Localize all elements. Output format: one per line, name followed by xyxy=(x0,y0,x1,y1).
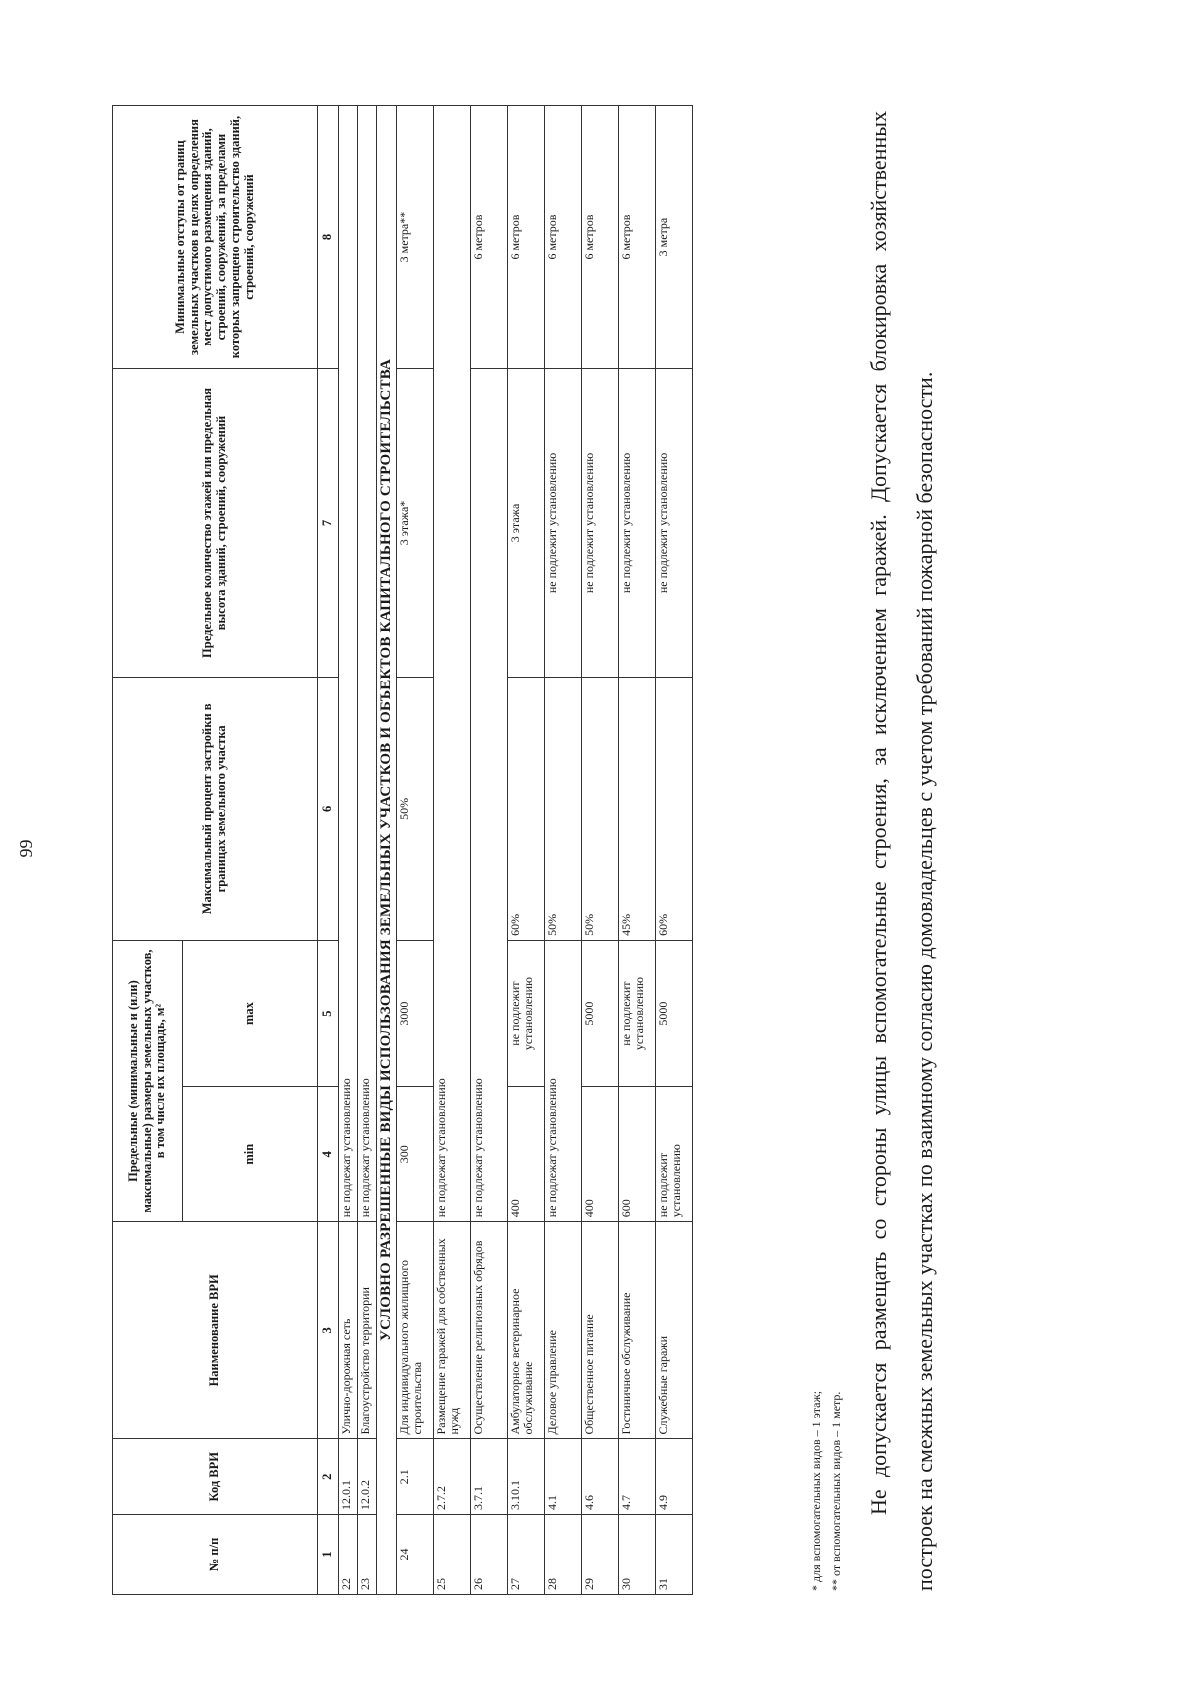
table-row xyxy=(618,106,655,1595)
cell-number: 31 xyxy=(655,1514,692,1594)
cell-setback: 6 метров xyxy=(544,106,581,369)
table-row xyxy=(655,106,692,1595)
header-number: № п/п xyxy=(113,1514,318,1594)
header-floors: Предельное количество этажей или предельная высота зданий, строений, сооружений xyxy=(113,369,318,678)
section-header-row xyxy=(377,106,397,1595)
column-number: 2 xyxy=(318,1439,339,1514)
header-max: max xyxy=(183,940,318,1086)
cell-min: 600 xyxy=(618,1087,655,1222)
cell-merged-value: не подлежат установлению xyxy=(339,106,358,1222)
cell-setback: 6 метров xyxy=(581,106,618,369)
cell-floors: не подлежит установлению xyxy=(544,369,581,678)
cell-number: 26 xyxy=(470,1514,507,1594)
cell-name: Для индивидуального жилищного строительства xyxy=(396,1222,433,1439)
cell-number: 23 xyxy=(358,1514,377,1594)
cell-setback: 6 метров xyxy=(507,106,544,369)
cell-code: 4.7 xyxy=(618,1439,655,1514)
footnotes xyxy=(806,1391,846,1591)
cell-code: 2.7.2 xyxy=(433,1439,470,1514)
table-row xyxy=(544,106,581,1595)
cell-build-percent: 50% xyxy=(396,677,433,940)
body-paragraph: Не допускается размещать со стороны улицы вспомогательные строения, за исключением гаражей. Допускается блокировка хозяйственных построек на смежных земельных участках по взаимному согласию домовладельцев с учетом требований пожарной безопасности. xyxy=(866,111,937,1591)
cell-number: 27 xyxy=(507,1514,544,1594)
cell-min: не подлежит установлению xyxy=(655,1087,692,1222)
table-row xyxy=(358,106,377,1595)
header-build-percent: Максимальный процент застройки в границах земельного участка xyxy=(113,677,318,940)
cell-number: 24 xyxy=(396,1514,433,1594)
cell-code: 4.1 xyxy=(544,1439,581,1514)
cell-build-percent: 50% xyxy=(544,677,581,940)
cell-min: 400 xyxy=(507,1087,544,1222)
column-number: 3 xyxy=(318,1222,339,1439)
column-number: 4 xyxy=(318,1087,339,1222)
cell-build-percent: 60% xyxy=(655,677,692,940)
footnote: ** от вспомогательных видов – 1 метр. xyxy=(829,1391,843,1591)
cell-code: 4.9 xyxy=(655,1439,692,1514)
column-number: 8 xyxy=(318,106,339,369)
cell-code: 4.6 xyxy=(581,1439,618,1514)
cell-merged-value: не подлежат установлению xyxy=(433,106,470,1222)
column-number: 5 xyxy=(318,940,339,1086)
footnote: * для вспомогательных видов – 1 этаж; xyxy=(809,1390,823,1591)
cell-number: 29 xyxy=(581,1514,618,1594)
column-number: 7 xyxy=(318,369,339,678)
column-number: 1 xyxy=(318,1514,339,1594)
cell-name: Общественное питание xyxy=(581,1222,618,1439)
cell-name: Благоустройство территории xyxy=(358,1222,377,1439)
cell-build-percent: 50% xyxy=(581,677,618,940)
header-setback: Минимальные отступы от границ земельных участков в целях определения мест допустимого размещения зданий, строений, сооружений, за пределами которых запрещено строительство зданий, строений, сооружений xyxy=(113,106,318,369)
cell-setback: 6 метров xyxy=(470,106,507,369)
cell-floors: не подлежит установлению xyxy=(618,369,655,678)
cell-name: Размещение гаражей для собственных нужд xyxy=(433,1222,470,1439)
cell-setback: 3 метра** xyxy=(396,106,433,369)
cell-max: 5000 xyxy=(655,940,692,1086)
cell-name: Гостиничное обслуживание xyxy=(618,1222,655,1439)
cell-build-percent: 60% xyxy=(507,677,544,940)
cell-max: не подлежит установлению xyxy=(618,940,655,1086)
cell-floors: не подлежит установлению xyxy=(581,369,618,678)
cell-max: 5000 xyxy=(581,940,618,1086)
zoning-table xyxy=(112,105,693,1595)
cell-code: 3.7.1 xyxy=(470,1439,507,1514)
cell-name: Осуществление религиозных обрядов xyxy=(470,1222,507,1439)
cell-min: 400 xyxy=(581,1087,618,1222)
column-number: 6 xyxy=(318,677,339,940)
cell-merged-value: не подлежат установлению xyxy=(358,106,377,1222)
cell-number: 30 xyxy=(618,1514,655,1594)
cell-name: Служебные гаражи xyxy=(655,1222,692,1439)
cell-merged-value: не подлежат установлению xyxy=(470,369,507,1222)
cell-number: 25 xyxy=(433,1514,470,1594)
header-min: min xyxy=(183,1087,318,1222)
cell-build-percent: 45% xyxy=(618,677,655,940)
table-row xyxy=(339,106,358,1595)
page-number: 99 xyxy=(16,839,36,858)
cell-min: 300 xyxy=(396,1087,433,1222)
cell-number: 28 xyxy=(544,1514,581,1594)
table-row xyxy=(396,106,433,1595)
cell-code: 12.0.2 xyxy=(358,1439,377,1514)
table-row xyxy=(470,106,507,1595)
header-plot-size: Предельные (минимальные и (или) максимальные) размеры земельных участков, в том числе их площадь, м² xyxy=(113,940,183,1221)
table-row xyxy=(507,106,544,1595)
cell-setback: 6 метров xyxy=(618,106,655,369)
cell-code: 2.1 xyxy=(396,1439,433,1514)
table-row xyxy=(433,106,470,1595)
cell-code: 12.0.1 xyxy=(339,1439,358,1514)
cell-max: 3000 xyxy=(396,940,433,1086)
section-title: УСЛОВНО РАЗРЕШЕННЫЕ ВИДЫ ИСПОЛЬЗОВАНИЯ ЗЕМЕЛЬНЫХ УЧАСТКОВ И ОБЪЕКТОВ КАПИТАЛЬНОГО СТРОИТЕЛЬСТВА xyxy=(377,106,397,1595)
cell-name: Амбулаторное ветеринарное обслуживание xyxy=(507,1222,544,1439)
cell-floors: 3 этажа* xyxy=(396,369,433,678)
cell-number: 22 xyxy=(339,1514,358,1594)
cell-max: не подлежит установлению xyxy=(507,940,544,1086)
cell-code: 3.10.1 xyxy=(507,1439,544,1514)
cell-name: Улично-дорожная сеть xyxy=(339,1222,358,1439)
cell-merged-value: не подлежат установлению xyxy=(544,940,581,1221)
header-name: Наименование ВРИ xyxy=(113,1222,318,1439)
table-row xyxy=(581,106,618,1595)
cell-floors: не подлежит установлению xyxy=(655,369,692,678)
cell-floors: 3 этажа xyxy=(507,369,544,678)
cell-setback: 3 метра xyxy=(655,106,692,369)
header-code: Код ВРИ xyxy=(113,1439,318,1514)
cell-name: Деловое управление xyxy=(544,1222,581,1439)
